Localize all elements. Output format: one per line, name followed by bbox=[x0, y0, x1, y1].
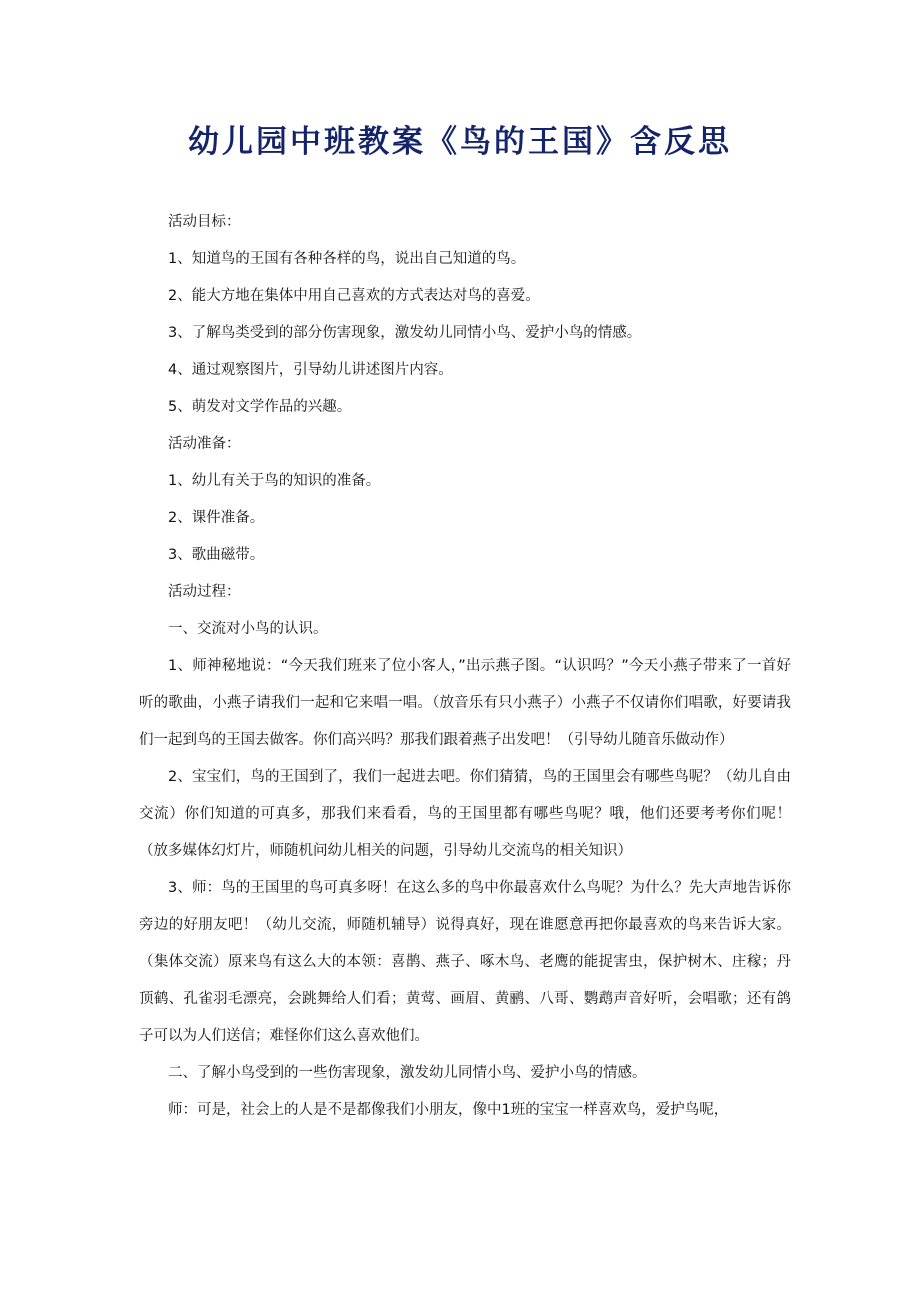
document-body bbox=[139, 204, 791, 1129]
goal-item: 4、通过观察图片，引导幼儿讲述图片内容。 bbox=[168, 362, 453, 378]
goal-item: 2、能大方地在集体中用自己喜欢的方式表达对鸟的喜爱。 bbox=[168, 288, 540, 304]
process-paragraph: 3、师：鸟的王国里的鸟可真多呀！在这么多的鸟中你最喜欢什么鸟呢？为什么？先大声地告诉你旁边的好朋友吧！（幼儿交流，师随机辅导）说得真好，现在谁愿意再把你最喜欢的鸟来告诉大家。（集体交流）原来鸟有这么大的本领：喜鹊、燕子、啄木鸟、老鹰的能捉害虫，保护树木、庄稼；丹顶鹤、孔雀羽毛漂亮，会跳舞给人们看；黄莺、画眉、黄鹂、八哥、鹦鹉声音好听，会唱歌；还有鸽子可以为人们送信；难怪你们这么喜欢他们。 bbox=[139, 880, 791, 1044]
document-title: 幼儿园中班教案《鸟的王国》含反思 bbox=[188, 124, 732, 160]
process-paragraph: 2、宝宝们，鸟的王国到了，我们一起进去吧。你们猜猜，鸟的王国里会有哪些鸟呢？（幼儿自由交流）你们知道的可真多，那我们来看看，鸟的王国里都有哪些鸟呢？哦，他们还要考考你们呢！（放多媒体幻灯片，师随机问幼儿相关的问题，引导幼儿交流鸟的相关知识） bbox=[139, 769, 791, 859]
preparation-item: 2、课件准备。 bbox=[168, 510, 265, 526]
section-heading-goals: 活动目标： bbox=[168, 214, 241, 230]
preparation-item: 3、歌曲磁带。 bbox=[168, 547, 265, 563]
section-heading-process: 活动过程： bbox=[168, 584, 241, 600]
goal-item: 3、了解鸟类受到的部分伤害现象，激发幼儿同情小鸟、爱护小鸟的情感。 bbox=[168, 325, 642, 341]
goal-item: 5、萌发对文学作品的兴趣。 bbox=[168, 399, 352, 415]
goal-item: 1、知道鸟的王国有各种各样的鸟，说出自己知道的鸟。 bbox=[168, 251, 526, 267]
process-step-heading: 一、交流对小鸟的认识。 bbox=[168, 621, 328, 637]
process-paragraph: 师：可是，社会上的人是不是都像我们小朋友，像中1班的宝宝一样喜欢鸟，爱护鸟呢， bbox=[168, 1102, 729, 1118]
preparation-item: 1、幼儿有关于鸟的知识的准备。 bbox=[168, 473, 381, 489]
process-step-heading: 二、了解小鸟受到的一些伤害现象，激发幼儿同情小鸟、爱护小鸟的情感。 bbox=[168, 1065, 647, 1081]
section-heading-preparation: 活动准备： bbox=[168, 436, 241, 452]
process-paragraph: 1、师神秘地说：“今天我们班来了位小客人，”出示燕子图。“认识吗？”今天小燕子带来了一首好听的歌曲，小燕子请我们一起和它来唱一唱。（放音乐有只小燕子）小燕子不仅请你们唱歌，好要请我们一起到鸟的王国去做客。你们高兴吗？那我们跟着燕子出发吧！（引导幼儿随音乐做动作） bbox=[139, 658, 791, 748]
